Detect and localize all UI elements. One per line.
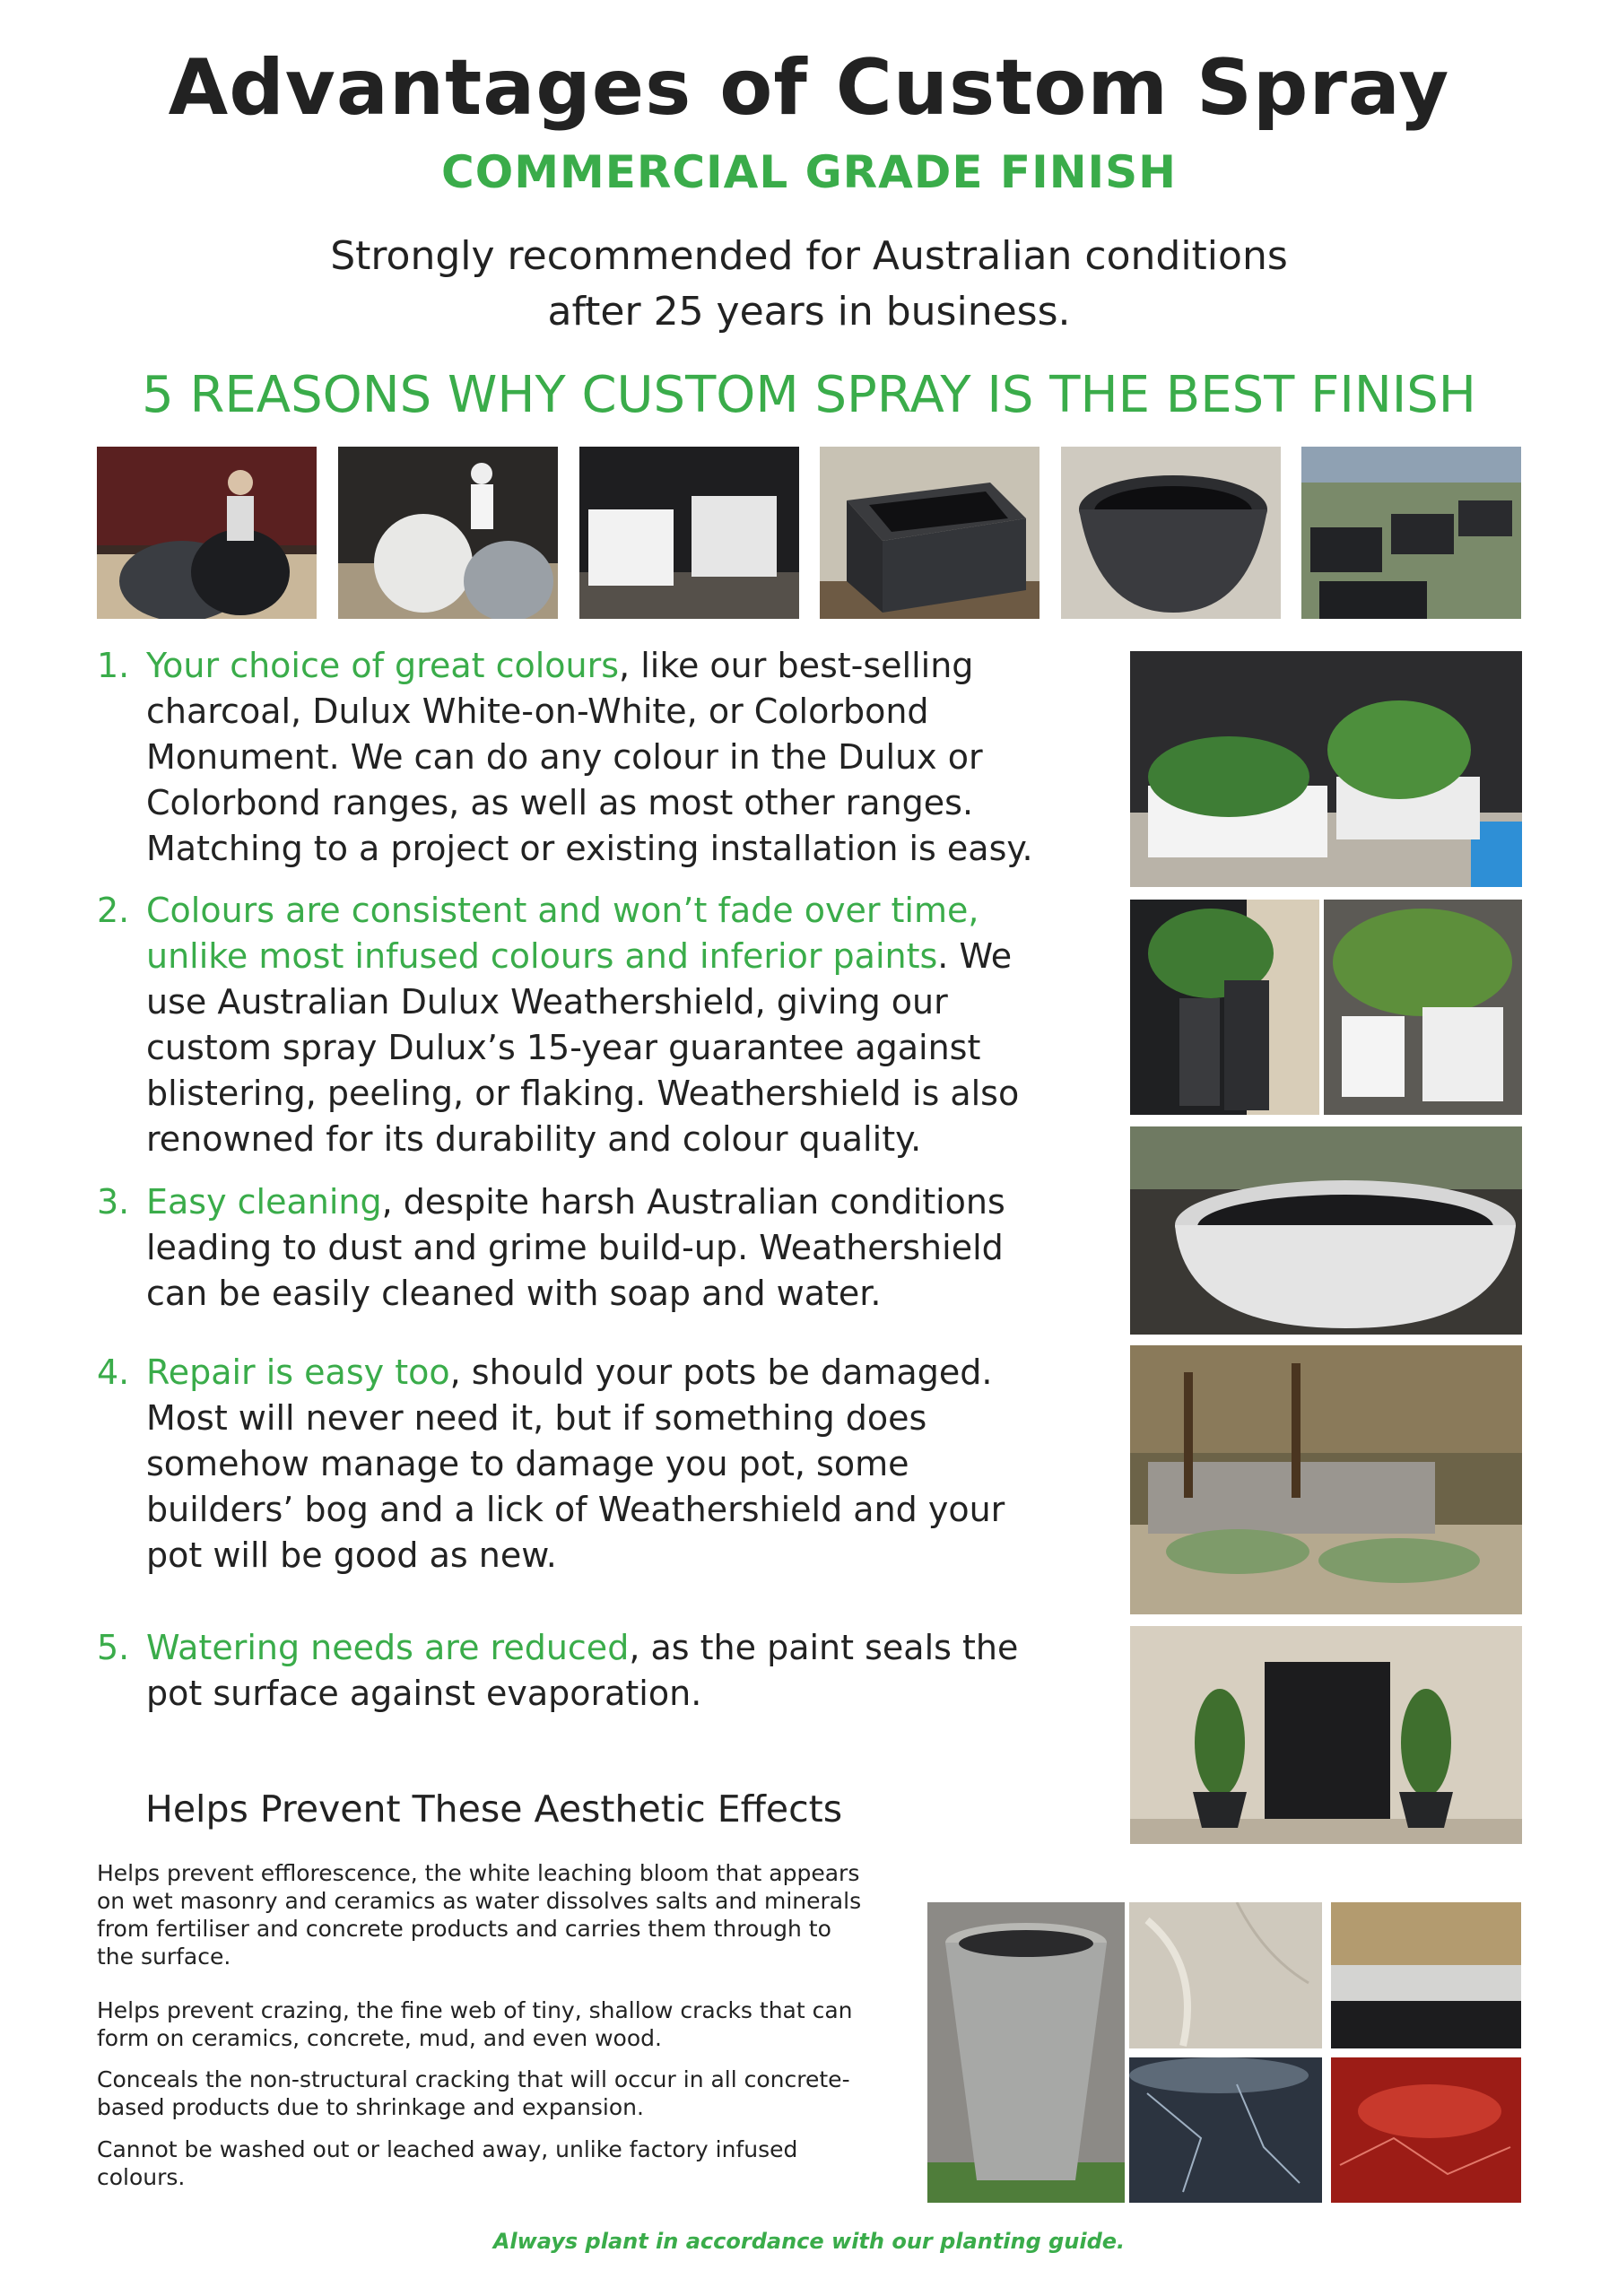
photo-charcoal-round-bowl (1061, 447, 1281, 619)
photo-efflorescence-surface (1129, 1902, 1322, 2048)
reason-number: 5. (97, 1628, 130, 1667)
photo-rows-of-charcoal-planters (1301, 447, 1521, 619)
reason-text: , like our best-selling charcoal, Dulux White-on-White, or Colorbond Monument. We can do any colour in the Dulux or Colorbond ranges, as well as most other ranges. Matching to a project or existing installation is easy. (146, 646, 1033, 868)
reason-text: , despite harsh Australian conditions leading to dust and grime build-up. Weathershield can be easily cleaned with soap and water. (146, 1182, 1005, 1313)
reason-text: , as the paint seals the pot surface against evaporation. (146, 1628, 1019, 1713)
intro-line-1: Strongly recommended for Australian conditions (330, 233, 1288, 279)
photo-crazing-blue-pot (1129, 2057, 1322, 2203)
intro-line-2: after 25 years in business. (547, 289, 1071, 335)
reason-number: 4. (97, 1352, 130, 1392)
photo-white-cylinder-pots (1324, 900, 1522, 1115)
photo-planter-rim-detail (1331, 1902, 1521, 2048)
reason-number: 2. (97, 891, 130, 930)
reason-highlight: Watering needs are reduced (146, 1628, 630, 1667)
photo-charcoal-square-planter (820, 447, 1040, 619)
reason-number: 1. (97, 646, 130, 685)
reason-item-5 (97, 1625, 1066, 1717)
effect-crazing: Helps prevent crazing, the fine web of tiny, shallow cracks that can form on ceramics, concrete, mud, and even wood. (97, 1997, 853, 2051)
page-subtitle: COMMERCIAL GRADE FINISH (441, 146, 1177, 198)
reason-item-1 (97, 643, 1066, 872)
reason-highlight: Easy cleaning (146, 1182, 382, 1222)
photo-white-pots-spraying (338, 447, 558, 619)
effect-leaching: Cannot be washed out or leached away, unlike factory infused colours. (97, 2136, 798, 2190)
photo-crazing-red-glaze (1331, 2057, 1521, 2203)
reason-text: , should your pots be damaged. Most will never need it, but if something does somehow manage to damage you pot, some builders’ bog and a lick of Weathershield and your pot will be good as new. (146, 1352, 1005, 1575)
photo-tall-charcoal-pots (1130, 900, 1319, 1115)
footer-note: Always plant in accordance with our planting guide. (492, 2229, 1126, 2254)
reason-text: . We use Australian Dulux Weathershield, giving our custom spray Dulux’s 15-year guarantee against blistering, peeling, or flaking. Weathershield is also renowned for its durability and colour quality. (146, 936, 1020, 1159)
reason-item-4 (97, 1350, 1066, 1578)
photo-planter-troughs-with-trees (1130, 1345, 1522, 1614)
photo-white-planter-boxes-poolside (1130, 651, 1522, 887)
reason-item-2 (97, 888, 1066, 1162)
reason-highlight: Colours are consistent and won’t fade over time, unlike most infused colours and inferior paints (146, 891, 979, 976)
photo-worker-spraying-pot (97, 447, 317, 619)
reason-highlight: Your choice of great colours (146, 646, 620, 685)
effect-efflorescence: Helps prevent efflorescence, the white leaching bloom that appears on wet masonry and ceramics as water dissolves salts and minerals from fertiliser and concrete products and carries them through to the surface. (97, 1860, 862, 1970)
photo-tall-grey-weathered-pot (927, 1902, 1125, 2203)
reason-item-3 (97, 1179, 1066, 1317)
page-title: Advantages of Custom Spray (168, 43, 1450, 133)
photo-white-cube-planters (579, 447, 799, 619)
reason-number: 3. (97, 1182, 130, 1222)
reasons-heading: 5 REASONS WHY CUSTOM SPRAY IS THE BEST FINISH (142, 366, 1476, 424)
effect-cracking: Conceals the non-structural cracking that will occur in all concrete-based products due to shrinkage and expansion. (97, 2066, 850, 2120)
intro-text (0, 229, 1618, 340)
photo-entrance-topiary-pots (1130, 1626, 1522, 1844)
aesthetic-heading: Helps Prevent These Aesthetic Effects (145, 1787, 843, 1831)
photo-large-white-bowl-planter (1130, 1126, 1522, 1335)
reason-highlight: Repair is easy too (146, 1352, 450, 1392)
